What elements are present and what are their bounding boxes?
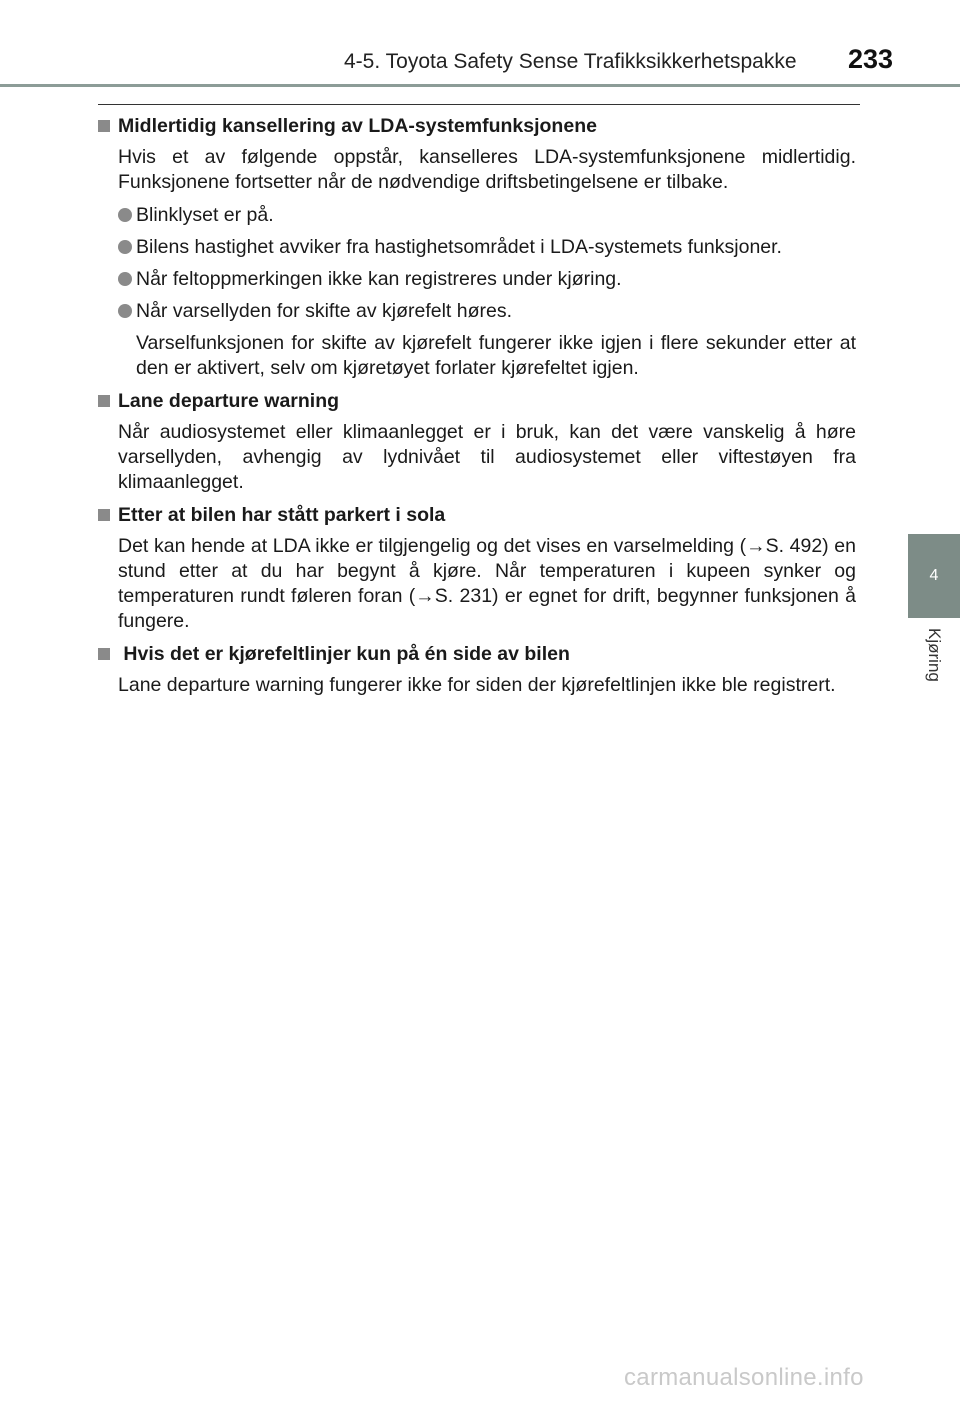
section-heading xyxy=(98,642,856,667)
section-heading xyxy=(98,503,856,528)
section-heading-text: Midlertidig kansellering av LDA-systemfunksjonene xyxy=(118,115,597,137)
section-body: Det kan hende at LDA ikke er tilgjengelig og det vises en varselmelding (→S. 492) en stund etter at du har begynt å kjøre. Når temperaturen i kupeen synker og temperaturen rundt føleren foran (→S. 231) er egnet for drift, begynner funksjonen å fungere. xyxy=(118,535,856,632)
page-number: 233 xyxy=(848,44,894,74)
section-temporary-cancel xyxy=(98,114,856,381)
section-body: Lane departure warning fungerer ikke for siden der kjørefeltlinjen ikke ble registrert. xyxy=(118,674,836,696)
circle-bullet-icon xyxy=(118,304,132,318)
page-header xyxy=(0,0,960,88)
list-item-text: Når varsellyden for skifte av kjørefelt høres. xyxy=(136,300,513,322)
section-heading-text: Lane departure warning xyxy=(118,390,340,412)
square-bullet-icon xyxy=(98,395,110,407)
list-item-text: Blinklyset er på. xyxy=(136,204,274,226)
section-heading xyxy=(98,114,856,139)
chapter-title: 4-5. Toyota Safety Sense Trafikksikkerhetspakke xyxy=(344,50,797,73)
list-item xyxy=(118,203,856,228)
watermark: carmanualsonline.info xyxy=(624,1364,864,1391)
section-heading-text: Etter at bilen har stått parkert i sola xyxy=(118,504,446,526)
bullet-note: Varselfunksjonen for skifte av kjørefelt fungerer ikke igjen i flere sekunder etter at den er aktivert, selv om kjøretøyet forlater kjørefeltet igjen. xyxy=(136,332,856,379)
circle-bullet-icon xyxy=(118,208,132,222)
section-body: Hvis et av følgende oppstår, kanselleres LDA-systemfunksjonene midlertidig. Funksjonene fortsetter når de nødvendige driftsbetingelsene er tilbake. xyxy=(118,146,856,193)
section-lane-departure xyxy=(98,389,856,495)
section-body: Når audiosystemet eller klimaanlegget er i bruk, kan det være vanskelig å høre varsellyden, avhengig av lydnivået til audiosystemet eller viftestøyen fra klimaanlegget. xyxy=(118,421,856,493)
square-bullet-icon xyxy=(98,509,110,521)
list-item-text: Bilens hastighet avviker fra hastighetsområdet i LDA-systemets funksjoner. xyxy=(136,236,782,258)
header-rule xyxy=(0,84,960,87)
circle-bullet-icon xyxy=(118,240,132,254)
chapter-label: Kjøring xyxy=(925,628,944,682)
section-parked-sun xyxy=(98,503,856,634)
circle-bullet-icon xyxy=(118,272,132,286)
list-item xyxy=(118,299,856,324)
chapter-tab xyxy=(908,534,960,618)
section-one-side-lines xyxy=(98,642,856,698)
content-rule xyxy=(98,104,860,105)
chapter-number: 4 xyxy=(929,567,939,584)
section-heading xyxy=(98,389,856,414)
square-bullet-icon xyxy=(98,648,110,660)
list-item-text: Når feltoppmerkingen ikke kan registreres under kjøring. xyxy=(136,268,622,290)
list-item xyxy=(118,235,856,260)
content xyxy=(98,114,856,706)
list-item xyxy=(118,267,856,292)
section-heading-text: Hvis det er kjørefeltlinjer kun på én side av bilen xyxy=(118,643,570,665)
square-bullet-icon xyxy=(98,120,110,132)
